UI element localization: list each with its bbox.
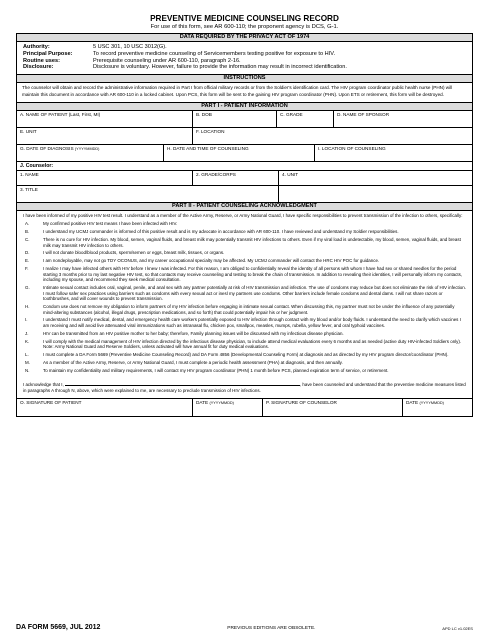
counselor-blank-cell: [279, 186, 472, 202]
form: [16, 12, 473, 417]
counselor-row-1: [17, 170, 472, 186]
patient-date-field[interactable]: DATE (YYYYMMDD): [193, 399, 263, 416]
location-counseling-field[interactable]: I. LOCATION OF COUNSELING: [318, 145, 386, 151]
instructions-heading: INSTRUCTIONS: [17, 74, 472, 83]
list-item: L. I must complete a DA Form 5669 (Preventive Medicine Counseling Record) and DA Form 4856 (Developmental Counseling Form) at diagnosis and as directed by my HIV program director/coordinator (PHN).: [25, 351, 449, 357]
list-item: H. Condom use does not remove my obligation to inform partners of my HIV infection before engaging in intimate sexual contact. When discussing this, my partner must not be under the influence of any potentially mind-altering substances (alcohol, illegal drugs, prescription medications, and so forth) that could potentially impair his or her judgment.: [25, 303, 455, 315]
location-field[interactable]: F. LOCATION: [196, 128, 225, 134]
list-item: B. I understand my UCMJ commander is informed of this positive result and is my advocate in accordance with AR 600-110. I have reviewed and understand my Soldier responsibilities.: [25, 229, 399, 235]
list-item: I. I understand I must notify medical, dental, and emergency health care workers potentially exposed to HIV infection through contact with my blood and/or body fluids. I understand the need to clarify which vaccines I am receiving and will avoid live attenuated viral immunizations such as intranasal flu, chicken pox, smallpox, measles, mumps, rubella, yellow fever, and oral typhoid vaccines.: [25, 317, 461, 328]
patient-name-field[interactable]: A. NAME OF PATIENT (Last, First, MI): [17, 111, 193, 127]
privacy-row: Authority: 5 USC 301, 10 USC 3012(G).: [23, 44, 167, 50]
date-time-counseling-field[interactable]: H. DATE AND TIME OF COUNSELING: [164, 145, 315, 161]
apd-version: APD LC v1.02ES: [442, 626, 473, 631]
patient-row-2: [17, 128, 472, 145]
list-item: G. Intimate sexual contact includes oral, vaginal, penile, and anal sex with any partner potentially at risk of HIV transmission and infection. The use of condoms may reduce but does not eliminate the risk of HIV infection. I must follow safer sex practices using barriers such as condoms with every sexual act or inesl my partners use condoms. Other barriers include female condoms and dental dams. I will not share razors or toothbrushes, and will cover wounds to prevent transmission.: [25, 285, 466, 302]
list-item: K. I will comply with the medical management of HIV infection directed by the infectious disease physician, to include attend medical evaluations every 6 months and as needed (active duty HIV-infected Soldiers only). Note: Army National Guard and Reserve Soldiers, unless activated will have annual fit for duty medical evaluations.: [25, 338, 462, 350]
privacy-section: [17, 42, 472, 74]
list-item: E. I am nondeployable, may not go TDY OCONUS, and my career occupational specialty may be affected. My UCMJ commander will contact the HRC HIV POC for guidance.: [25, 258, 380, 264]
form-body: [16, 33, 473, 417]
date-of-diagnosis-field[interactable]: G. DATE OF DIAGNOSIS (YYYYMMDD): [17, 145, 164, 161]
counselor-date-field[interactable]: DATE (YYYYMMDD): [406, 400, 444, 406]
list-item: D. I will not donate blood/blood products, sperm/semen or eggs, breast milk, tissues, or organs.: [25, 250, 225, 256]
counselor-unit-field[interactable]: 4. UNIT: [282, 171, 299, 177]
counselor-name-field[interactable]: 1. NAME: [17, 171, 193, 185]
part1-heading: PART I - PATIENT INFORMATION: [17, 102, 472, 111]
patient-row-3: [17, 145, 472, 162]
privacy-heading: DATA REQUIRED BY THE PRIVACY ACT OF 1974: [17, 34, 472, 42]
dob-field[interactable]: B. DOB: [193, 111, 277, 127]
privacy-row: Principal Purpose: To record preventive medicine counseling of Servicemembers testing positive for exposure to HIV.: [23, 50, 335, 57]
sponsor-name-field[interactable]: D. NAME OF SPONSOR: [337, 111, 390, 117]
patient-row-1: [17, 111, 472, 128]
privacy-row: Disclosure: Disclosure is voluntary. However, failure to provide the information may result in incorrect identification.: [23, 64, 347, 71]
list-item: A. My confirmed positive HIV test means I have been infected with HIV.: [25, 221, 178, 227]
form-footer: [16, 624, 473, 631]
list-item: M. As a member of the Active Army, Reserve, or Army National Guard, I must complete a periodic health assessment (PHA) at diagnosis, and then annually.: [25, 359, 343, 365]
signature-row: [17, 398, 472, 416]
form-title: PREVENTIVE MEDICINE COUNSELING RECORD: [150, 14, 339, 23]
counselor-row-2: [17, 186, 472, 203]
form-subtitle: For use of this form, see AR 600-110; the proponent agency is DCS, G-1.: [150, 24, 339, 30]
counselor-title-field[interactable]: 3. TITLE: [17, 186, 279, 202]
privacy-row: Routine uses: Prerequisite counseling under AR 600-110, paragraph 2-16.: [23, 57, 241, 64]
acknowledgment-list: [17, 211, 472, 373]
form-id: DA FORM 5669, JUL 2012: [16, 624, 101, 631]
unit-field[interactable]: E. UNIT: [17, 128, 193, 144]
counselor-signature-field[interactable]: P. SIGNATURE OF COUNSELOR: [263, 399, 403, 416]
part2-heading: PART II - PATIENT COUNSELING ACKNOWLEDGMENT: [17, 203, 472, 211]
patient-name-blank[interactable]: [65, 380, 300, 386]
acknowledgment-intro: I have been informed of my positive HIV test result. I understand as a member of the Active Army, Reserve, or Army National Guard, I have specific responsibilities to prevent transmission of the infection to others, specifically:: [23, 212, 463, 218]
list-item: F. I realize I may have infected others with HIV before I knew I was infected. For this reason, I am obliged to confidentially reveal the identity of all persons with whom I have had sex or shared needles for the period starting 3 months prior to my last negative HIV test, so that contacts may receive counseling and testing to break the chain of transmission. In addition to revealing their identities, I will personally inform my contacts, including my spouse, and recommend they seek medical consultation.: [25, 266, 463, 283]
acknowledgment-statement: I acknowledge that I, , have been counseled and understand that the preventive medicine measures listed in paragraphs A through N, above, which were explained to me, are necessary to preclude transmission of HIV infections.: [23, 381, 466, 393]
list-item: N. To maintain my confidentiality and military requirements, I will contact my HIV program coordinator (PHN) 1 month before PCS, planned expiration term of service, or retirement.: [25, 367, 389, 373]
grade-field[interactable]: C. GRADE: [277, 111, 334, 127]
counselor-grade-field[interactable]: 2. GRADE/CORPS: [193, 171, 279, 185]
instructions-text: The counselor will obtain and record the administrative information required in Part I from official military records or from the Soldier's identification card. The HIV program coordinator public health nurse (PHN) will maintain this document in accordance with AR 600-110 in a locked cabinet. Upon PCS, this form will be sent to the gaining HIV program coordinator (PHN). Upon ETS or retirement, this form will be destroyed.: [22, 85, 453, 97]
list-item: C. There is no cure for HIV infection. My blood, semen, vaginal fluids, and breast milk may potentially transmit HIV infections to others. Even if my viral load is undetectable, my blood, semen, vaginal fluids, and breast milk may transmit HIV infection to others.: [25, 237, 461, 248]
patient-signature-field[interactable]: O. SIGNATURE OF PATIENT: [17, 399, 193, 416]
counselor-label: J. Counselor:: [20, 162, 54, 169]
list-item: J. HIV can be transmitted from an HIV positive mother to her baby; therefore, Family planning issues will be discussed with my infectious disease physician.: [25, 330, 344, 336]
editions-note: PREVIOUS EDITIONS ARE OBSOLETE.: [227, 626, 316, 631]
